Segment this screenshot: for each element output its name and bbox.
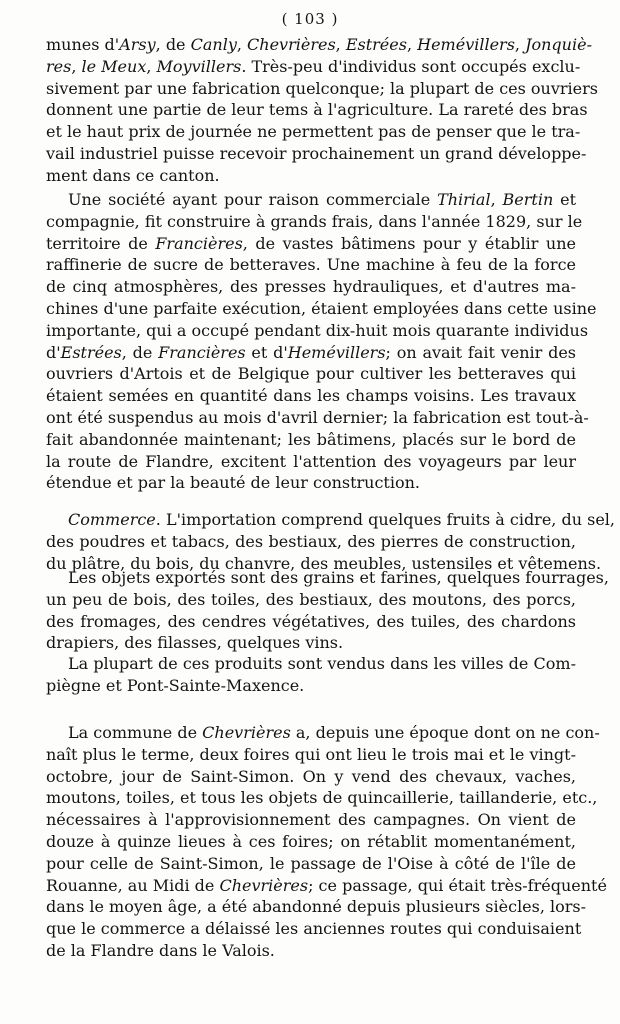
text-segment: . Très-peu d'individus sont occupés exclu- [241,56,581,76]
text-line [46,143,587,165]
text-line [46,78,598,100]
text-segment: Rouanne, au Midi de [46,875,220,895]
text-segment: chines d'une parfaite exécution, étaient employées dans cette usine [46,298,597,318]
paragraph-commerce-sales [46,653,576,697]
text-segment: et [553,190,577,209]
text-segment: donnent une partie de leur tems à l'agriculture. La rareté des bras [46,100,588,120]
text-segment: La plupart de ces produits sont vendus dans les villes de Com- [68,654,576,673]
text-line [46,233,576,255]
text-segment: munes d' [46,35,120,54]
text-segment: moutons, toiles, et tous les objets de quincaillerie, taillanderie, etc., [46,788,598,808]
text-line [46,320,589,342]
italic-text: Hemévillers [287,342,386,362]
text-line [46,509,615,531]
italic-text: Commerce [68,510,156,529]
text-line [46,298,597,320]
text-line [46,918,582,940]
paragraph-chevrieres-fairs [46,722,607,962]
text-segment: piègne et Pont-Sainte-Maxence. [46,675,305,695]
text-line [46,363,576,385]
text-segment: et d' [245,342,288,362]
italic-text: Canly [190,35,237,54]
text-line [46,766,576,788]
paragraph-sugar-refinery [46,189,597,494]
italic-text: Moyvillers [156,56,242,76]
text-segment: , [490,190,503,209]
italic-text: Chevrières [202,723,291,742]
text-line [46,342,576,364]
italic-text: Francières [155,233,243,253]
italic-text: le Meux [81,56,147,76]
text-line [46,853,576,875]
text-segment: La commune de [68,723,203,742]
text-segment: Une société ayant pour raison commerciale [68,190,438,209]
text-line [46,429,576,451]
text-segment: compagnie, fit construire à grands frais, dans l'année 1829, sur le [46,211,583,231]
text-line [46,531,576,553]
text-segment: dans le moyen âge, a été abandonné depuis plusieurs siècles, lors- [46,897,587,917]
text-line [46,34,592,56]
text-segment: pour celle de Saint-Simon, le passage de l'Oise à côté de l'île de [46,853,576,873]
italic-text: Hemévillers [417,35,515,54]
text-segment: ; on avait fait venir des [385,342,576,362]
text-segment: importante, qui a occupé pendant dix-huit mois quarante individus [46,320,589,340]
text-segment: , [514,35,526,54]
text-segment: fait abandonnée maintenant; les bâtimens, placés sur le bord de [46,429,576,449]
text-segment: des fromages, des cendres végétatives, des tuiles, des chardons [46,611,576,631]
text-segment: étendue et par la beauté de leur construction. [46,473,420,493]
text-segment: un peu de bois, des toiles, des bestiaux, des moutons, des porcs, [46,589,576,609]
text-line [46,567,609,589]
text-line [46,744,576,766]
text-line [46,589,576,611]
paragraph-commerce-exports [46,567,609,654]
italic-text: Chevrières [219,875,309,895]
text-line [46,896,587,918]
text-segment: , [146,56,157,76]
text-line [46,875,607,897]
text-line [46,121,581,143]
text-line [46,653,576,675]
text-segment: a, depuis une époque dont on ne con- [290,723,600,742]
text-segment: et le haut prix de journée ne permettent pas de penser que le tra- [46,122,581,142]
text-segment: , [335,35,346,54]
text-segment: ment dans ce canton. [46,165,220,185]
text-line [46,632,576,654]
text-line [46,722,600,744]
text-segment: vail industriel puisse recevoir prochainement un grand développe- [46,143,587,163]
text-segment: raffinerie de sucre de betteraves. Une machine à feu de la force [46,255,576,275]
italic-text: Bertin [502,190,554,209]
text-line [46,385,576,407]
text-segment: territoire de [46,233,156,253]
text-segment: sivement par une fabrication quelconque; la plupart de ces ouvriers [46,78,598,98]
text-segment: , de [155,35,191,54]
text-line [46,56,581,78]
text-segment: , [236,35,248,54]
text-segment: que le commerce a délaissé les anciennes routes qui conduisaient [46,919,582,939]
italic-text: Jonquiè- [525,35,592,54]
text-segment: , de [121,342,159,362]
italic-text: Estrées [345,35,407,54]
text-line [46,276,576,298]
text-segment: nécessaires à l'approvisionnement des campagnes. On vient de [46,810,576,830]
text-segment: , de vastes bâtimens pour y établir une [242,233,576,253]
italic-text: Estrées [60,342,122,362]
text-segment: , [71,56,82,76]
text-segment: , [406,35,418,54]
text-line [46,99,588,121]
text-line [46,189,576,211]
text-line [46,211,583,233]
text-segment: d' [46,342,61,362]
italic-text: res [46,56,72,76]
text-segment: des poudres et tabacs, des bestiaux, des pierres de construction, [46,531,576,551]
text-segment: ; ce passage, qui était très-fréquenté [308,875,607,895]
text-line [46,675,576,697]
text-line [46,940,576,962]
text-segment: douze à quinze lieues à ces foires; on rétablit momentanément, [46,831,576,851]
italic-text: Thirial [437,190,491,209]
text-line [46,787,598,809]
text-segment: ont été suspendus au mois d'avril dernier; la fabrication est tout-à- [46,407,589,427]
text-segment: naît plus le terme, deux foires qui ont lieu le trois mai et le vingt- [46,744,576,764]
text-segment: la route de Flandre, excitent l'attention des voyageurs par leur [46,451,576,471]
italic-text: Francières [158,342,246,362]
text-segment: ouvriers d'Artois et de Belgique pour cultiver les betteraves qui [46,364,576,384]
text-segment: . L'importation comprend quelques fruits à cidre, du sel, [155,510,615,529]
text-line [46,165,576,187]
italic-text: Chevrières [247,35,336,54]
paragraph-commerce-imports [46,509,615,574]
text-line [46,611,576,633]
text-segment: de cinq atmosphères, des presses hydrauliques, et d'autres ma- [46,277,576,297]
text-segment: Les objets exportés sont des grains et farines, quelques fourrages, [68,568,609,587]
text-line [46,254,576,276]
text-line [46,809,576,831]
text-line [46,407,589,429]
paragraph-cantons-industry [46,34,598,187]
italic-text: Arsy [119,35,156,54]
text-line [46,451,576,473]
text-segment: octobre, jour de Saint-Simon. On y vend des chevaux, vaches, [46,766,576,786]
text-segment: étaient semées en quantité dans les champs voisins. Les travaux [46,386,576,406]
text-segment: de la Flandre dans le Valois. [46,940,275,960]
text-line [46,472,576,494]
text-segment: drapiers, des filasses, quelques vins. [46,633,344,653]
text-line [46,831,576,853]
page-number: ( 103 ) [281,10,339,28]
text-segment: du plâtre, du bois, du chanvre, des meubles, ustensiles et vêtemens. [46,553,602,573]
